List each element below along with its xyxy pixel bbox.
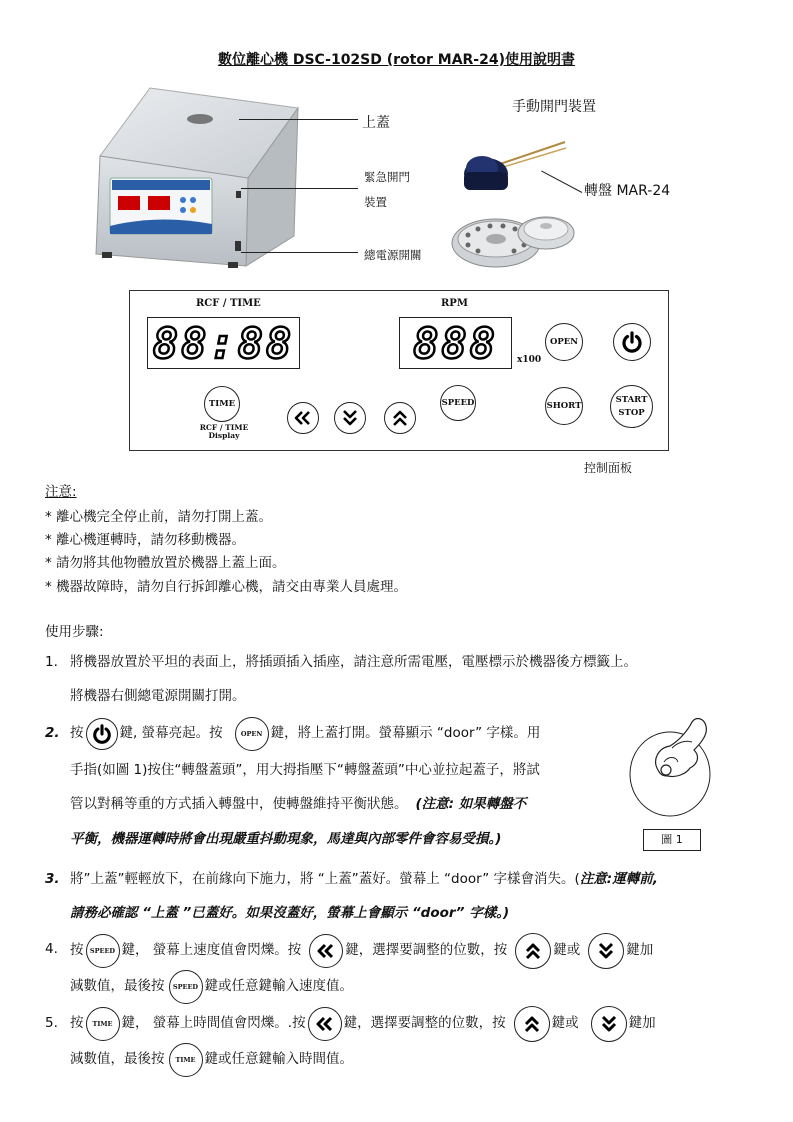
step-1-line-1: 將機器放置於平坦的表面上，將插頭插入插座，請注意所需電壓，電壓標示於機器後方標籤上。 [70,654,637,670]
start-stop-button[interactable]: START STOP [610,385,653,428]
step-text: 按 [70,725,84,742]
double-chevron-down-key-icon [588,933,624,969]
step-number: 3. [45,871,60,887]
notes-heading: 注意: [45,484,77,500]
left-shift-button[interactable] [287,402,319,434]
step-text: 鍵或 [553,942,581,959]
step-3-line-2: 請務必確認 “上蓋 ”已蓋好。如果沒蓋好，螢幕上會顯示 “door” 字樣。) [70,905,510,921]
step-text: 鍵或任意鍵輸入速度值。 [204,978,353,995]
document-title: 數位離心機 DSC-102SD (rotor MAR-24)使用說明書 [217,52,576,68]
time-key-icon: TIME [169,1043,203,1077]
double-chevron-left-key-icon [308,1007,342,1041]
open-key-icon: OPEN [235,717,269,751]
step-5-line-1 [70,1006,656,1042]
power-key-icon [86,718,118,750]
short-button[interactable]: SHORT [545,387,583,425]
rotor-image [448,205,578,275]
step-number: 1. [45,654,58,670]
manual-door-device-image [460,134,570,204]
note-item: * 離心機運轉時，請勿移動機器。 [45,532,246,548]
step-text: 鍵， 螢幕上時間值會閃爍。.按 [121,1015,306,1032]
step-text: 鍵，選擇要調整的位數，按 [343,1015,506,1032]
rcf-time-label: RCF / TIME [196,298,261,309]
time-button[interactable]: TIME [204,386,240,422]
up-button[interactable] [384,402,416,434]
step-text: 鍵或任意鍵輸入時間值。 [204,1051,353,1068]
control-panel-caption: 控制面板 [584,461,633,475]
step-text: 按 [70,1015,84,1032]
double-chevron-left-icon [293,410,313,426]
speed-button[interactable]: SPEED [440,385,476,421]
power-pointer-line [241,252,358,253]
lid-label: 上蓋 [362,115,390,131]
step-text: 鍵, 螢幕亮起。按 [119,725,223,742]
step-5-line-2 [70,1043,353,1077]
figure-1-image [622,712,717,827]
x100-label: x100 [517,355,542,365]
step-text: 鍵， 螢幕上速度值會閃爍。按 [121,942,302,959]
emergency-pointer-line [241,188,358,189]
speed-key-icon: SPEED [86,934,120,968]
step-text: 按 [70,942,84,959]
rotor-label: 轉盤 MAR-24 [584,183,671,199]
step-2-line-3 [70,798,526,812]
speed-key-icon: SPEED [169,970,203,1004]
steps-heading: 使用步驟: [45,624,104,640]
centrifuge-image [88,86,308,276]
step-text: 鍵或 [551,1015,579,1032]
double-chevron-up-key-icon [514,1006,550,1042]
note-item: * 請勿將其他物體放置於機器上蓋上面。 [45,555,286,571]
step-2-line-4: 平衡，機器運轉時將會出現嚴重抖動現象，馬達與內部零件會容易受損。) [70,831,502,847]
rcf-time-display: 88:88 [147,317,300,369]
step-number: 5. [45,1015,58,1031]
note-item: * 離心機完全停止前，請勿打開上蓋。 [45,509,273,525]
step-warning: 注意:運轉前, [579,871,658,887]
step-4-line-2 [70,970,353,1004]
rpm-display: 888 [399,317,512,369]
double-chevron-up-key-icon [515,933,551,969]
double-chevron-left-key-icon [309,934,343,968]
double-chevron-up-icon [392,408,408,428]
power-icon [621,331,643,353]
step-text: 鍵，選擇要調整的位數，按 [345,942,508,959]
step-number: 4. [45,941,58,957]
note-item: * 機器故障時，請勿自行拆卸離心機，請交由專業人員處理。 [45,579,408,595]
open-button[interactable]: OPEN [545,323,583,361]
power-switch-label: 總電源開關 [364,248,422,262]
step-number: 2. [45,725,60,741]
step-text: 鍵加 [626,942,654,959]
down-button[interactable] [334,402,366,434]
power-button[interactable] [613,323,651,361]
step-3-line-1 [70,873,658,887]
step-warning: (注意: 如果轉盤不 [415,796,527,812]
step-1-line-2: 將機器右側總電源開關打開。 [70,688,246,704]
double-chevron-down-icon [342,408,358,428]
lid-pointer-line [239,119,358,120]
figure-1-label: 圖 1 [643,829,701,851]
step-text: 鍵，將上蓋打開。螢幕顯示 “door” 字樣。用 [270,725,541,742]
step-2-line-2: 手指(如圖 1)按住“轉盤蓋頭”，用大拇指壓下“轉盤蓋頭”中心並拉起蓋子，將試 [70,762,540,778]
step-text: 減數值，最後按 [70,1051,165,1068]
step-text: 減數值，最後按 [70,978,165,995]
step-text: 鍵加 [628,1015,656,1032]
emergency-label-line1: 緊急開門 [364,170,410,184]
double-chevron-down-key-icon [591,1006,627,1042]
time-key-icon: TIME [86,1007,120,1041]
step-text: 管以對稱等重的方式插入轉盤中，使轉盤維持平衡狀態。 [70,796,408,812]
step-4-line-1 [70,933,653,969]
step-text: 將”上蓋”輕輕放下，在前緣向下施力，將 “上蓋”蓋好。螢幕上 “door” 字樣會消失。( [70,871,580,887]
rpm-label: RPM [441,298,468,309]
control-panel [129,290,669,451]
emergency-label-line2: 裝置 [364,195,387,209]
rcf-time-display-label: RCF / TIME Display [199,423,249,440]
manual-door-label: 手動開門裝置 [512,99,596,115]
step-2-line-1 [70,717,540,751]
